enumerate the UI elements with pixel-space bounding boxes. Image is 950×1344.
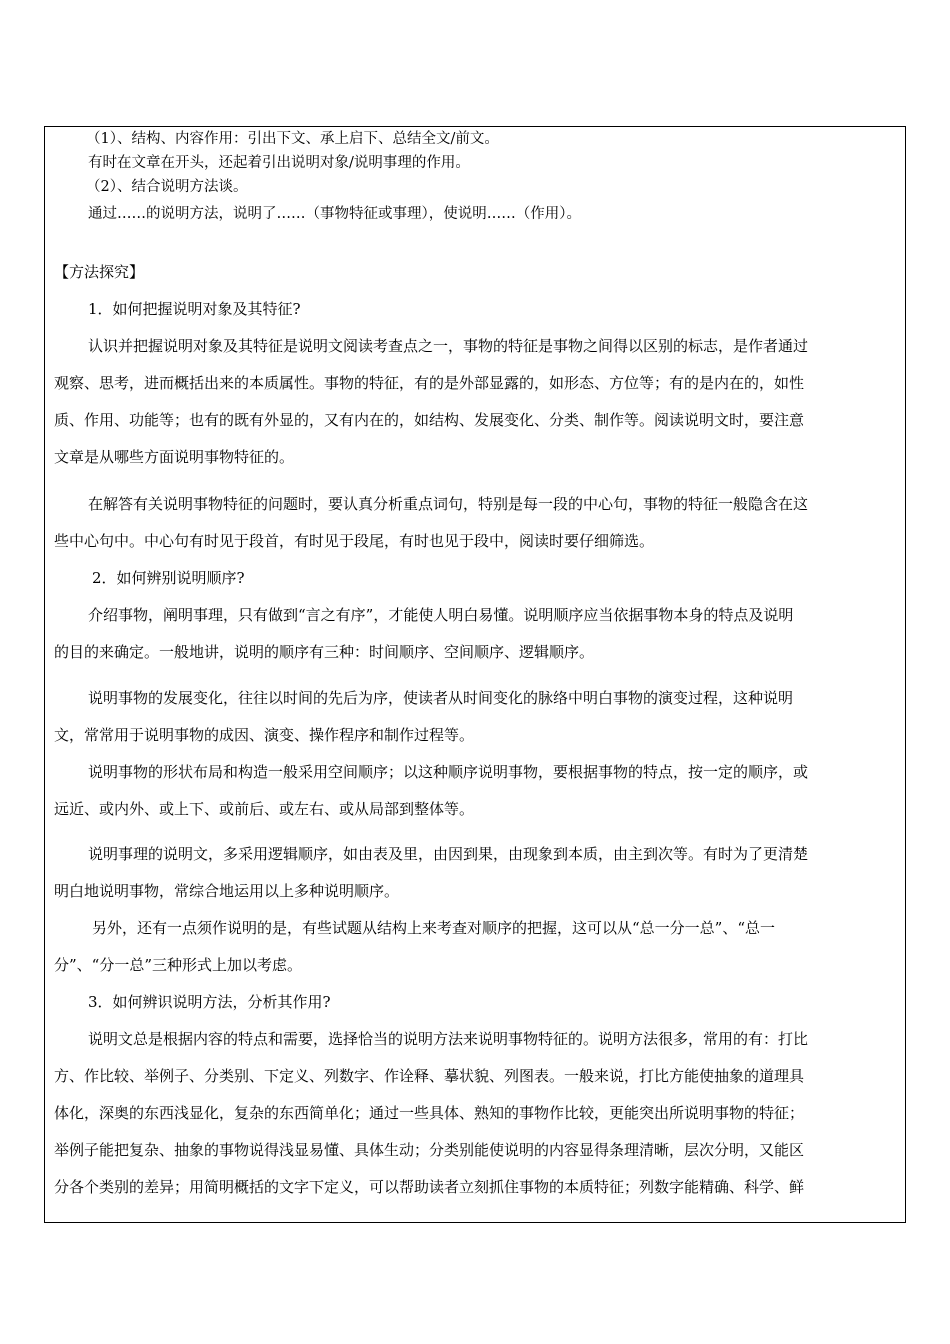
body-line: 质、作用、功能等；也有的既有外显的，又有内在的，如结构、发展变化、分类、制作等。阅读说明文时，要注意 [54,411,805,429]
intro-line: （2）、结合说明方法谈。 [86,179,248,195]
body-line: 文，常常用于说明事物的成因、演变、操作程序和制作过程等。 [54,726,475,744]
intro-line: （1）、结构、内容作用：引出下文、承上启下、总结全文/前文。 [86,131,499,147]
intro-line: 通过……的说明方法，说明了……（事物特征或事理），使说明……（作用）。 [88,206,581,222]
body-line: 远近、或内外、或上下、或前后、或左右、或从局部到整体等。 [54,800,475,818]
body-line: 另外，还有一点须作说明的是，有些试题从结构上来考查对顺序的把握，这可以从“总一分一总”、“总一 [92,919,776,937]
body-line: 的目的来确定。一般地讲，说明的顺序有三种：时间顺序、空间顺序、逻辑顺序。 [54,643,595,661]
body-line: 体化，深奥的东西浅显化，复杂的东西简单化；通过一些具体、熟知的事物作比较，更能突出所说明事物的特征； [54,1104,805,1122]
body-line: 介绍事物，阐明事理，只有做到“言之有序”，才能使人明白易懂。说明顺序应当依据事物本身的特点及说明 [88,606,794,624]
body-line: 些中心句中。中心句有时见于段首，有时见于段尾，有时也见于段中，阅读时要仔细筛选。 [54,532,655,550]
body-line: 举例子能把复杂、抽象的事物说得浅显易懂、具体生动；分类别能使说明的内容显得条理清晰，层次分明，又能区 [54,1141,805,1159]
body-line: 说明事理的说明文，多采用逻辑顺序，如由表及里，由因到果，由现象到本质，由主到次等。有时为了更清楚 [88,845,809,863]
intro-line: 有时在文章在开头，还起着引出说明对象/说明事理的作用。 [88,155,470,171]
body-line: 明白地说明事物，常综合地运用以上多种说明顺序。 [54,882,400,900]
body-line: 在解答有关说明事物特征的问题时，要认真分析重点词句，特别是每一段的中心句，事物的特征一般隐含在这 [88,495,809,513]
content-frame [44,126,906,1223]
body-line: 认识并把握说明对象及其特征是说明文阅读考查点之一，事物的特征是事物之间得以区别的标志，是作者通过 [88,337,809,355]
body-line: 分”、“分一总”三种形式上加以考虑。 [54,956,303,974]
body-line: 说明文总是根据内容的特点和需要，选择恰当的说明方法来说明事物特征的。说明方法很多，常用的有：打比 [88,1030,809,1048]
body-line: 分各个类别的差异；用简明概括的文字下定义，可以帮助读者立刻抓住事物的本质特征；列数字能精确、科学、鲜 [54,1178,805,1196]
body-line: 说明事物的发展变化，往往以时间的先后为序，使读者从时间变化的脉络中明白事物的演变过程，这种说明 [88,689,794,707]
body-line: 方、作比较、举例子、分类别、下定义、列数字、作诠释、摹状貌、列图表。一般来说，打比方能使抽象的道理具 [54,1067,805,1085]
body-line: 文章是从哪些方面说明事物特征的。 [54,448,295,466]
section-heading: 【方法探究】 [54,263,145,281]
body-line: 2．如何辨别说明顺序? [92,569,245,587]
body-line: 3．如何辨识说明方法，分析其作用? [88,993,331,1011]
body-line: 观察、思考，进而概括出来的本质属性。事物的特征，有的是外部显露的，如形态、方位等；有的是内在的，如性 [54,374,805,392]
body-line: 说明事物的形状布局和构造一般采用空间顺序；以这种顺序说明事物，要根据事物的特点，按一定的顺序，或 [88,763,809,781]
body-line: 1．如何把握说明对象及其特征? [88,300,301,318]
